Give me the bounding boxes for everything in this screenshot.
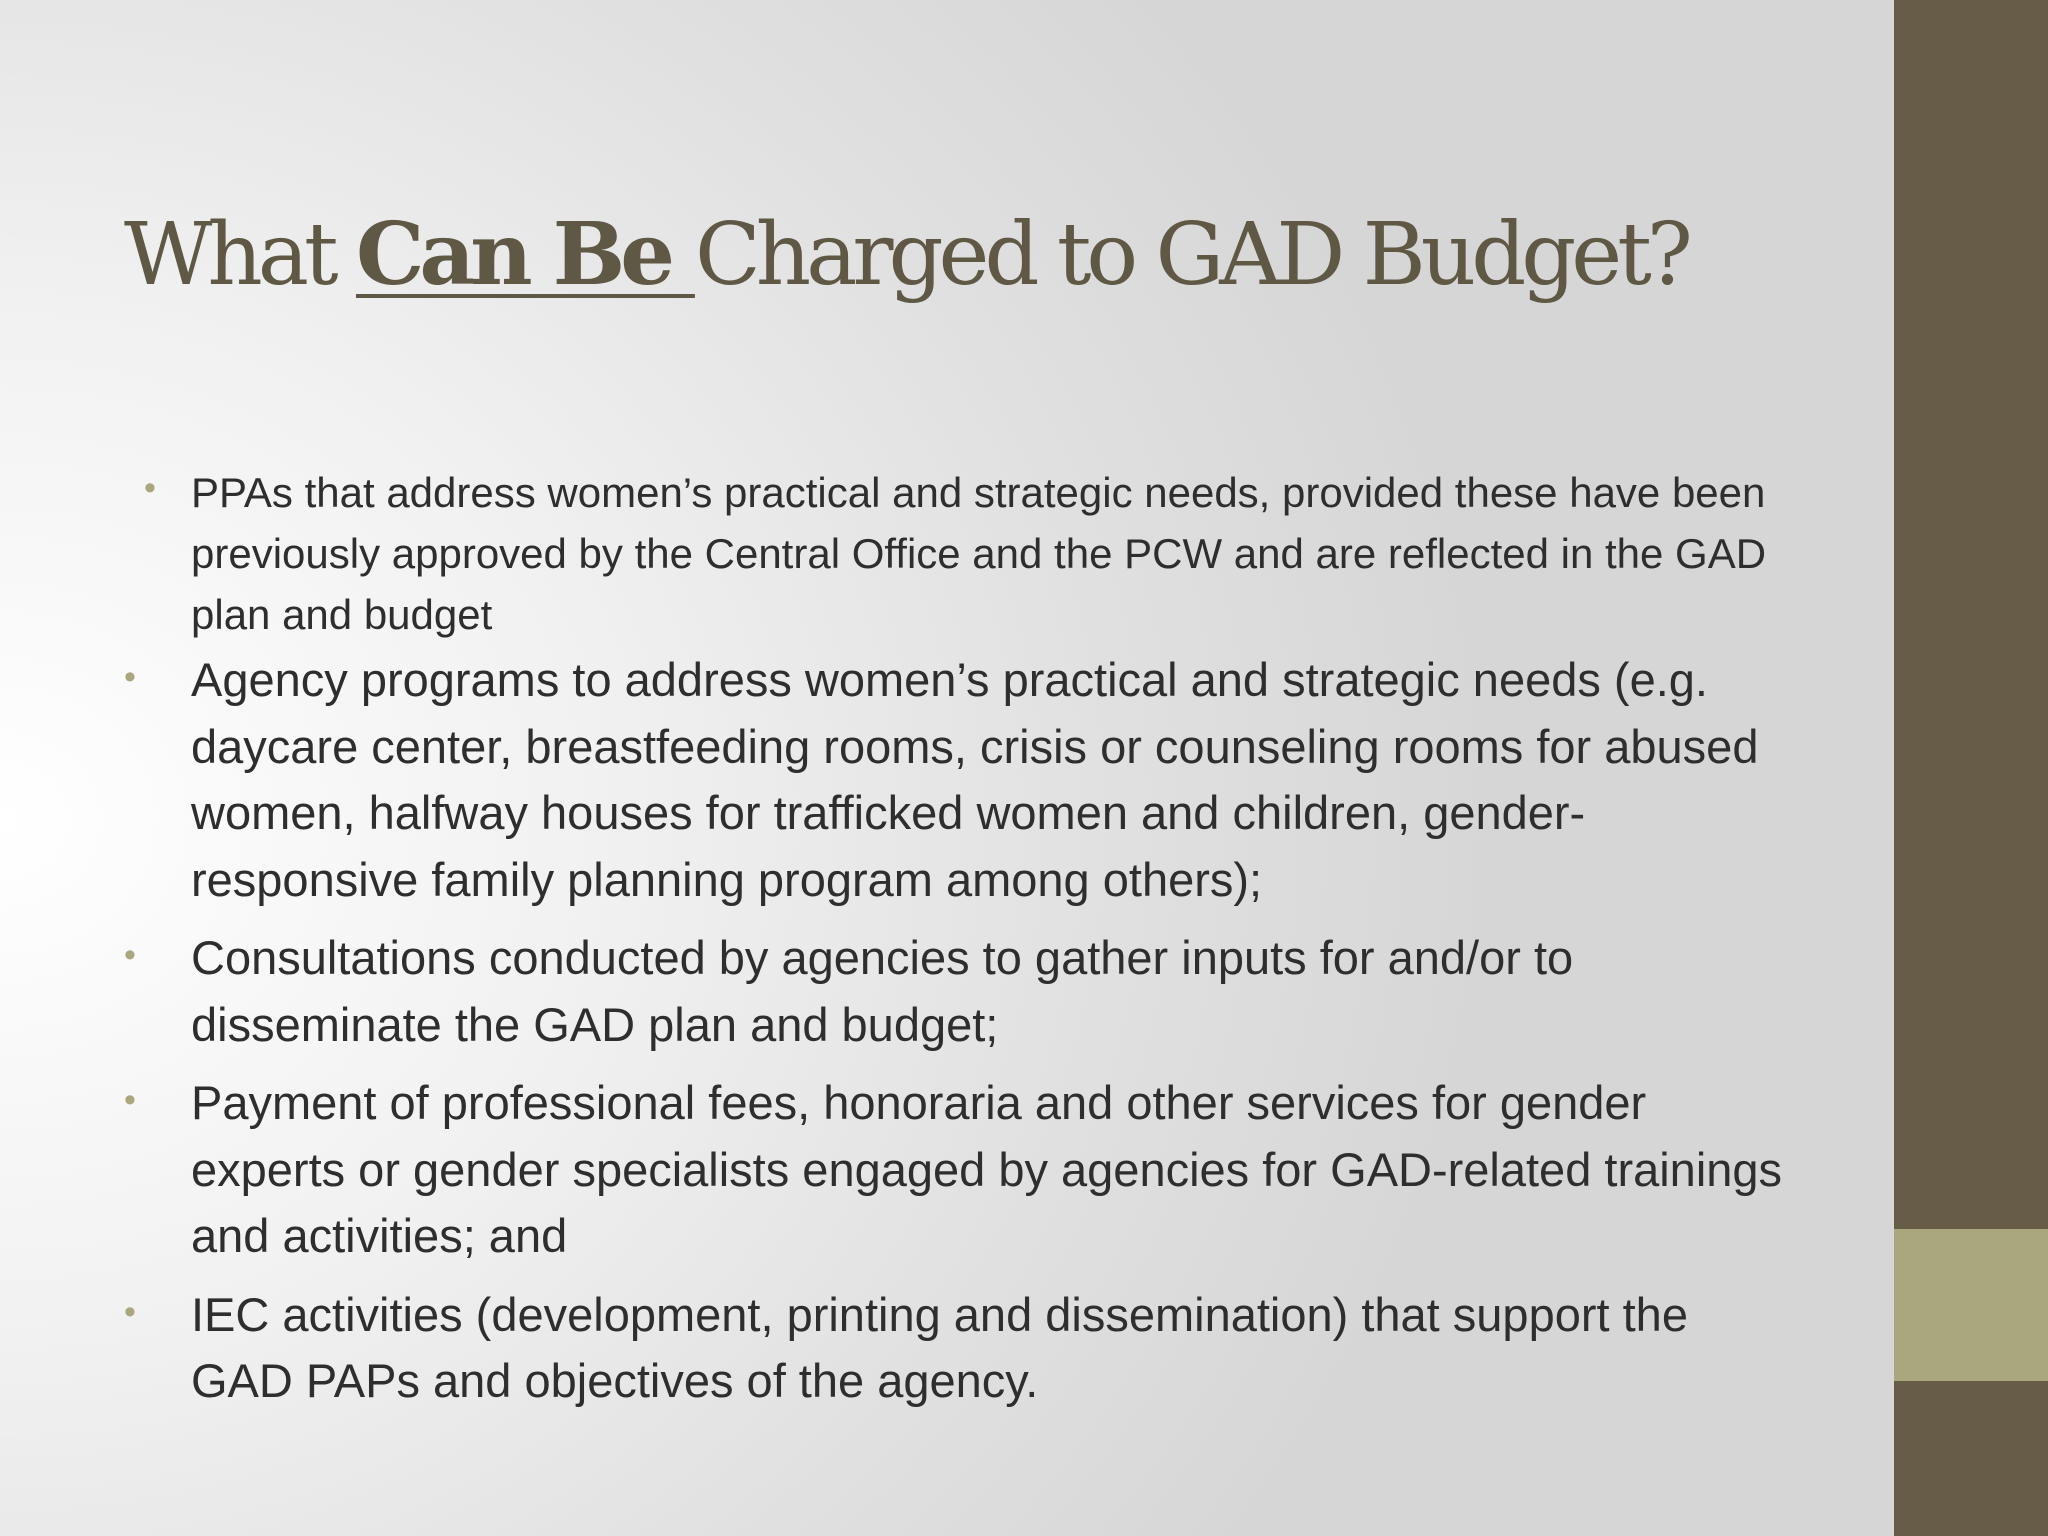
bullet-text: Consultations conducted by agencies to gather inputs for and/or to disseminate the GAD plan and budget;: [191, 931, 1574, 1051]
bullet-item: [124, 925, 1784, 1058]
title-emphasis: Can Be: [355, 204, 695, 305]
decorative-side-accent: [1894, 1229, 2048, 1381]
bullet-item: [144, 462, 1784, 645]
bullet-text: IEC activities (development, printing and dissemination) that support the GAD PAPs and objectives of the agency.: [191, 1287, 1688, 1407]
bullet-text: Payment of professional fees, honoraria and other services for gender experts or gender specialists engaged by agencies for GAD-related trainings and activities; and: [191, 1076, 1783, 1262]
bullet-dot-icon: •: [124, 1292, 136, 1331]
bullet-dot-icon: •: [124, 1081, 136, 1119]
bullet-item: [124, 647, 1784, 913]
bullet-item: [124, 1282, 1784, 1415]
bullet-dot-icon: •: [124, 936, 136, 974]
bullet-text: Agency programs to address women’s practical and strategic needs (e.g. daycare center, breastfeeding rooms, crisis or counseling rooms for abused women, halfway houses for trafficked women and children, gender-responsive family planning program among others);: [191, 653, 1759, 906]
bullet-dot-icon: •: [124, 658, 136, 696]
bullet-item: [124, 1070, 1784, 1270]
title-suffix: Charged to GAD Budget?: [694, 205, 1688, 305]
bullet-list: [124, 462, 1784, 1427]
bullet-text: PPAs that address women’s practical and strategic needs, provided these have been previously approved by the Central Office and the PCW and are reflected in the GAD plan and budget: [191, 469, 1767, 638]
title-prefix: What: [124, 205, 356, 305]
slide-title: [124, 200, 1864, 310]
bullet-dot-icon: •: [144, 469, 156, 507]
